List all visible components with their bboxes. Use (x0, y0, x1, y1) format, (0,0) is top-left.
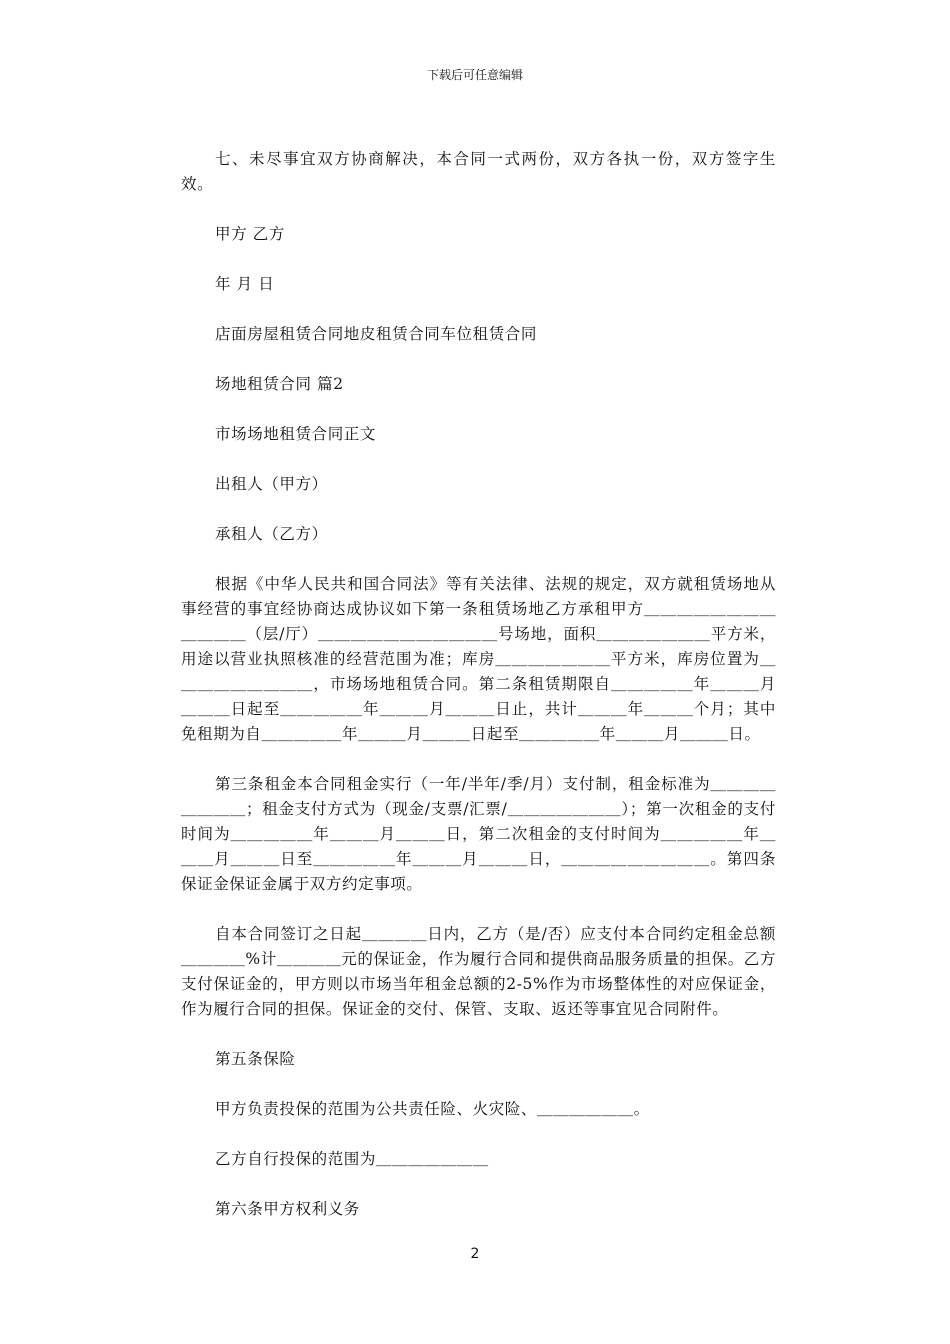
clause-seven-paragraph: 七、未尽事宜双方协商解决，本合同一式两份，双方各执一份，双方签字生效。 (181, 150, 776, 193)
document-body (181, 147, 776, 1247)
lessor-line: 出租人（甲方） (215, 475, 328, 493)
page-number: 2 (470, 1246, 480, 1262)
article-three-four-paragraph: 第三条租金本合同租金实行（一年/半年/季/月）支付制，租金标准为＿＿＿＿＿＿＿＿；租金支付方式为（现金/支票/汇票/＿＿＿＿＿＿＿）；第一次租金的支付时间为＿＿＿＿＿年＿＿＿月＿＿＿日，第二次租金的支付时间为＿＿＿＿＿年＿＿＿月＿＿＿日至＿＿＿＿＿年＿＿＿月＿＿＿日，＿＿＿＿＿＿＿＿＿。第四条保证金保证金属于双方约定事项。 (181, 775, 776, 893)
deposit-paragraph: 自本合同签订之日起＿＿＿＿日内，乙方（是/否）应支付本合同约定租金总额＿＿＿＿%计＿＿＿＿元的保证金，作为履行合同和提供商品服务质量的担保。乙方支付保证金的，甲方则以市场当年租金总额的2-5%作为市场整体性的对应保证金，作为履行合同的担保。保证金的交付、保管、支取、返还等事宜见合同附件。 (181, 925, 776, 1018)
article-five-heading: 第五条保险 (215, 1050, 296, 1068)
signature-parties-line: 甲方 乙方 (215, 225, 285, 243)
lessee-insurance-paragraph: 乙方自行投保的范围为＿＿＿＿＿＿＿ (215, 1150, 489, 1168)
lessor-insurance-paragraph: 甲方负责投保的范围为公共责任险、火灾险、＿＿＿＿＿＿。 (215, 1100, 650, 1118)
article-one-two-paragraph: 根据《中华人民共和国合同法》等有关法律、法规的规定，双方就租赁场地从事经营的事宜经协商达成协议如下第一条租赁场地乙方承租甲方＿＿＿＿＿＿＿＿＿＿＿＿（层/厅）＿＿＿＿＿＿＿＿＿＿＿号场地，面积＿＿＿＿＿＿＿平方米，用途以营业执照核准的经营范围为准；库房＿＿＿＿＿＿＿平方米，库房位置为＿＿＿＿＿＿＿＿＿，市场场地租赁合同。第二条租赁期限自＿＿＿＿＿年＿＿＿月＿＿＿日起至＿＿＿＿＿年＿＿＿月＿＿＿日止，共计＿＿＿年＿＿＿个月；其中免租期为自＿＿＿＿＿年＿＿＿月＿＿＿日起至＿＿＿＿＿年＿＿＿月＿＿＿日。 (181, 575, 776, 743)
signature-date-line: 年 月 日 (215, 275, 275, 293)
section-heading: 场地租赁合同 篇2 (215, 375, 344, 393)
page-header: 下载后可任意编辑 (426, 68, 523, 82)
lessee-line: 承租人（乙方） (215, 525, 328, 543)
related-contracts-line: 店面房屋租赁合同地皮租赁合同车位租赁合同 (215, 325, 538, 343)
contract-title: 市场场地租赁合同正文 (215, 425, 377, 443)
article-six-heading: 第六条甲方权利义务 (215, 1200, 360, 1218)
